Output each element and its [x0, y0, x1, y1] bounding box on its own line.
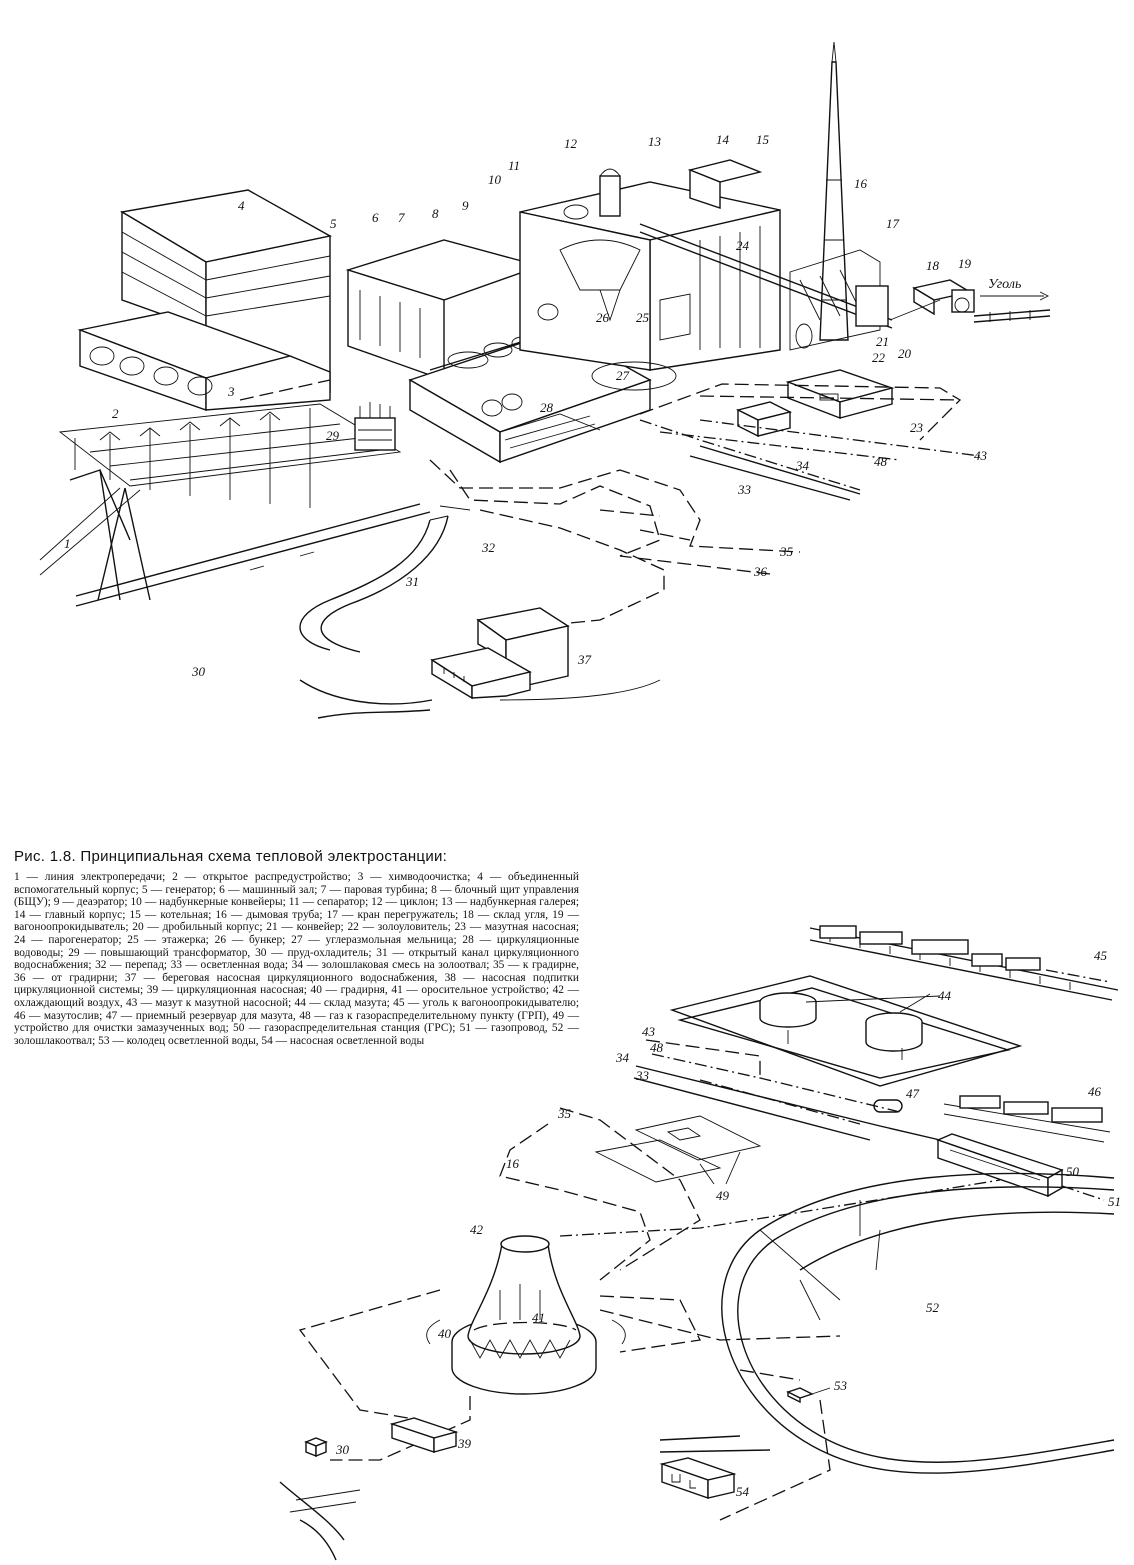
label-16: 16 — [854, 176, 867, 191]
top-routes — [300, 384, 980, 652]
label-39: 39 — [458, 1436, 471, 1451]
cooling-pond-30-bottom — [280, 1438, 360, 1560]
label-26: 26 — [596, 310, 609, 325]
oil-receiving-tank-47 — [874, 1086, 920, 1112]
label-3: 3 — [228, 384, 235, 399]
label-4: 4 — [238, 198, 245, 213]
label-33-top: 33 — [738, 482, 751, 497]
label-11: 11 — [508, 158, 521, 173]
label-43-bottom: 43 — [642, 1024, 655, 1039]
transformer-29 — [355, 402, 395, 450]
oil-unloading-46 — [944, 1084, 1110, 1142]
power-line-1 — [40, 470, 430, 606]
label-14: 14 — [716, 132, 729, 147]
shore-pump-37 — [432, 608, 568, 698]
label-20: 20 — [898, 346, 911, 361]
label-53: 53 — [834, 1378, 847, 1393]
label-33-bottom: 33 — [636, 1068, 649, 1083]
label-10: 10 — [488, 172, 501, 187]
clarified-pump-54 — [662, 1458, 750, 1499]
oil-pumping-23 — [738, 370, 892, 436]
caption-title: Рис. 1.8. Принципиальная схема тепловой электростанции: — [14, 848, 448, 865]
top-plant-illustration — [40, 42, 1050, 718]
label-54: 54 — [736, 1484, 749, 1499]
label-7: 7 — [398, 210, 405, 225]
label-44: 44 — [938, 988, 951, 1003]
label-16-bottom: 16 — [506, 1156, 519, 1171]
label-34-bottom: 34 — [616, 1050, 629, 1065]
label-47: 47 — [906, 1086, 919, 1101]
label-42: 42 — [470, 1222, 483, 1237]
label-30-top: 30 — [192, 664, 205, 679]
label-19: 19 — [958, 256, 971, 271]
label-52: 52 — [926, 1300, 939, 1315]
boiler-house — [520, 160, 780, 390]
label-40: 40 — [438, 1326, 451, 1341]
caption-legend: 1 — линия электропередачи; 2 — открытое распредустройство; 3 — химводоочистка; 4 — объединенный вспомогательный корпус; 5 — генератор; 6 — машинный зал; 7 — паровая турбина; 8 — блочный щит управления (БЩУ); 9 — деаэратор; 10 — надбункерные конвейеры; 11 — сепаратор; 12 — циклон; 13 — надбункерная галерея; 14 — главный корпус; 15 — котельная; 16 — дымовая труба; 17 — кран перегружатель; 18 — склад угля, 19 — вагоноопрокидыватель; 20 — дробильный корпус; 21 — конвейер; 22 — золоуловитель; 23 — мазутная насосная; 24 — парогенератор; 25 — этажерка; 26 — бункер; 27 — углеразмольная мельница; 28 — циркуляционные водоводы; 29 — повышающий трансформатор, 30 — пруд-охладитель; 31 — открытый канал циркуляционного водоснабжения; 32 — перепад; 33 — осветленная вода; 34 — золошлаковая смесь на золоотвал; 35 — к градирне, 36 — от градирни; 37 — береговая насосная циркуляционного водоснабжения, 38 — насосная подпитки циркуляционной системы; 39 — циркуляционная насосная; 40 — градирня, 41 — оросительное устройство; 42 — охлаждающий воздух, 43 — мазут к мазутной насосной; 44 — склад мазута; 45 — уголь к вагоноопрокидывателю; 46 — мазутослив; 47 — приемный резервуар для мазута, 48 — газ к газораспределительному пункту (ГРП), 49 — устройство для очистки замазученных вод; 50 — газораспределительная станция (ГРС); 51 — газопровод, 52 — золошлакоотвал; 53 — колодец осветленной воды, 54 — насосная осветленной воды — [14, 871, 579, 1047]
label-41: 41 — [532, 1310, 545, 1325]
label-46: 46 — [1088, 1084, 1101, 1099]
bottom-routes — [560, 1024, 1000, 1236]
label-22: 22 — [872, 350, 885, 365]
label-34-top: 34 — [796, 458, 809, 473]
label-5: 5 — [330, 216, 337, 231]
label-28: 28 — [540, 400, 553, 415]
label-1: 1 — [64, 536, 71, 551]
coal-train-45 — [810, 926, 1118, 1000]
label-13: 13 — [648, 134, 661, 149]
gas-station-50 — [938, 1134, 1121, 1209]
ash-dump-52 — [722, 1173, 1114, 1473]
label-43-top: 43 — [974, 448, 987, 463]
coal-label: Уголь — [988, 277, 1022, 292]
label-35-bottom: 35 — [558, 1106, 571, 1121]
label-8: 8 — [432, 206, 439, 221]
label-35-top: 35 — [780, 544, 793, 559]
label-18: 18 — [926, 258, 939, 273]
figure-caption — [14, 848, 579, 1047]
circulation-pump-39 — [392, 1418, 472, 1452]
chimney-16 — [820, 42, 848, 340]
label-15: 15 — [756, 132, 769, 147]
label-25: 25 — [636, 310, 649, 325]
label-21: 21 — [876, 334, 889, 349]
label-31: 31 — [406, 574, 419, 589]
label-6: 6 — [372, 210, 379, 225]
oily-water-treatment-49 — [596, 1116, 760, 1203]
switchyard-2 — [60, 404, 400, 508]
cooling-routes — [300, 1106, 840, 1460]
label-24: 24 — [736, 238, 749, 253]
label-45: 45 — [1094, 948, 1107, 963]
label-49: 49 — [716, 1188, 729, 1203]
cooling-tower-40 — [427, 1222, 626, 1394]
label-51: 51 — [1108, 1194, 1121, 1209]
label-12: 12 — [564, 136, 577, 151]
label-29: 29 — [326, 428, 339, 443]
label-48-bottom: 48 — [650, 1040, 663, 1055]
label-9: 9 — [462, 198, 469, 213]
label-23: 23 — [910, 420, 923, 435]
label-27: 27 — [616, 368, 629, 383]
label-50: 50 — [1066, 1164, 1079, 1179]
label-32: 32 — [482, 540, 495, 555]
label-2: 2 — [112, 406, 119, 421]
label-30-bottom: 30 — [336, 1442, 349, 1457]
label-37: 37 — [578, 652, 591, 667]
label-36: 36 — [754, 564, 767, 579]
label-17: 17 — [886, 216, 899, 231]
label-48-top: 48 — [874, 454, 887, 469]
